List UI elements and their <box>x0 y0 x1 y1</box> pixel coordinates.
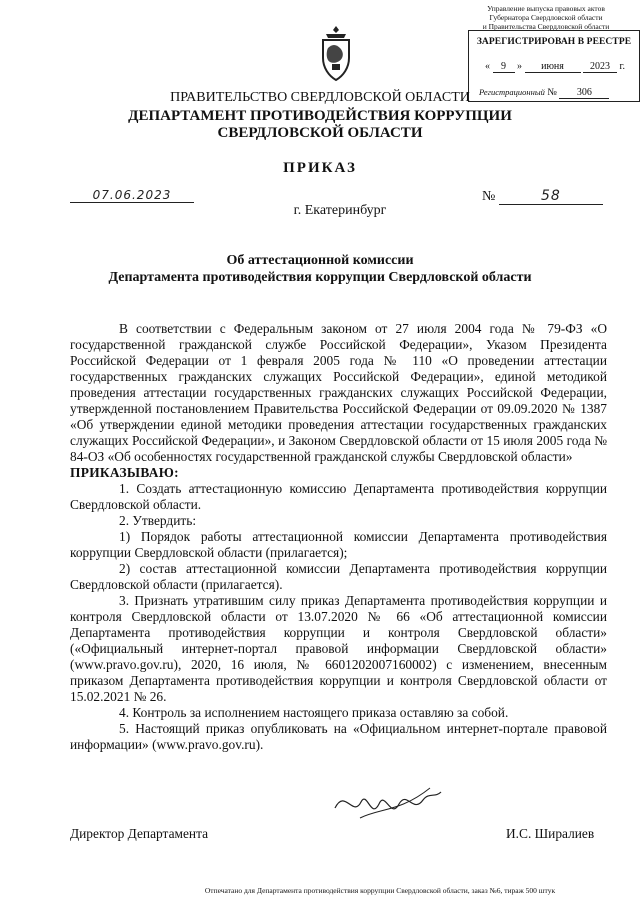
registry-office-caption: Управление выпуска правовых актов Губернатора Свердловской области и Правительства Свердловской области <box>482 4 610 31</box>
government-name: ПРАВИТЕЛЬСТВО СВЕРДЛОВСКОЙ ОБЛАСТИ <box>170 90 470 105</box>
stamp-registration-number: Регистрационный № 306 <box>479 87 609 99</box>
order-subject: Об аттестационной комиссии Департамента противодействия коррупции Свердловской области <box>108 253 532 285</box>
signatory-position: Директор Департамента <box>70 826 209 841</box>
clause-2-1: 1) Порядок работы аттестационной комиссии Департамента противодействия коррупции Свердловской области (прилагается); <box>70 529 607 560</box>
clause-3: 3. Признать утратившим силу приказ Департамента противодействия коррупции и контроля Свердловской области от 13.07.2020 № 66 «Об аттестационной комиссии Департамента противодействия коррупции и контроля Свердловской области» («Официальный интернет-портал правовой информации Свердловской области» (www.pravo.gov.ru), 2020, 16 июля, № 6601202007160002) с изменением, внесенным приказом Департамента противодействия коррупции и контроля Свердловской области от 15.02.2021 № 26. <box>70 593 607 704</box>
department-name: ДЕПАРТАМЕНТ ПРОТИВОДЕЙСТВИЯ КОРРУПЦИИ СВЕРДЛОВСКОЙ ОБЛАСТИ <box>128 108 512 141</box>
handwritten-signature <box>330 768 450 838</box>
stamp-day: 9 <box>493 61 515 73</box>
signatory-name: И.С. Ширалиев <box>506 826 595 841</box>
stamp-date: « 9 » июня 2023 г. <box>485 61 625 72</box>
city: г. Екатеринбург <box>293 203 387 218</box>
stamp-year: 2023 <box>583 61 617 73</box>
clause-2-2: 2) состав аттестационной комиссии Департамента противодействия коррупции Свердловской области (прилагается). <box>70 561 607 592</box>
order-date: 07.06.2023 <box>70 188 194 204</box>
order-word: ПРИКАЗЫВАЮ: <box>70 465 179 480</box>
preamble: В соответствии с Федеральным законом от 27 июля 2004 года № 79-ФЗ «О государственной гражданской службе Российской Федерации», Указом Президента Российской Федерации от 1 февраля 2005 года № 110 «О проведении аттестации государственных гражданских служащих Российской Федерации», единой методикой проведения аттестации государственных гражданских служащих Российской Федерации, утвержденной постановлением Правительства Российской Федерации от 09.09.2020 № 1387 «Об утверждении единой методики проведения аттестации государственных гражданских служащих Российской Федерации», и Законом Свердловской области от 15 июля 2005 года № 84-ОЗ «Об особенностях государственной гражданской службы Свердловской области» <box>70 321 607 464</box>
clause-2: 2. Утвердить: <box>119 513 197 528</box>
order-body <box>70 321 607 753</box>
clause-4: 4. Контроль за исполнением настоящего приказа оставляю за собой. <box>119 705 509 720</box>
stamp-title: ЗАРЕГИСТРИРОВАН В РЕЕСТРЕ <box>476 37 632 47</box>
clause-5: 5. Настоящий приказ опубликовать на «Официальном интернет-портале правовой информации» (www.pravo.gov.ru). <box>70 721 607 752</box>
coat-of-arms-icon <box>318 24 354 84</box>
clause-1: 1. Создать аттестационную комиссию Департамента противодействия коррупции Свердловской области. <box>70 481 607 512</box>
order-number: № 58 <box>482 188 606 205</box>
document-type: ПРИКАЗ <box>283 160 357 176</box>
stamp-month: июня <box>525 61 581 73</box>
print-footer: Отпечатано для Департамента противодействия коррупции Свердловской области, заказ №6, тираж 500 штук <box>204 886 556 895</box>
